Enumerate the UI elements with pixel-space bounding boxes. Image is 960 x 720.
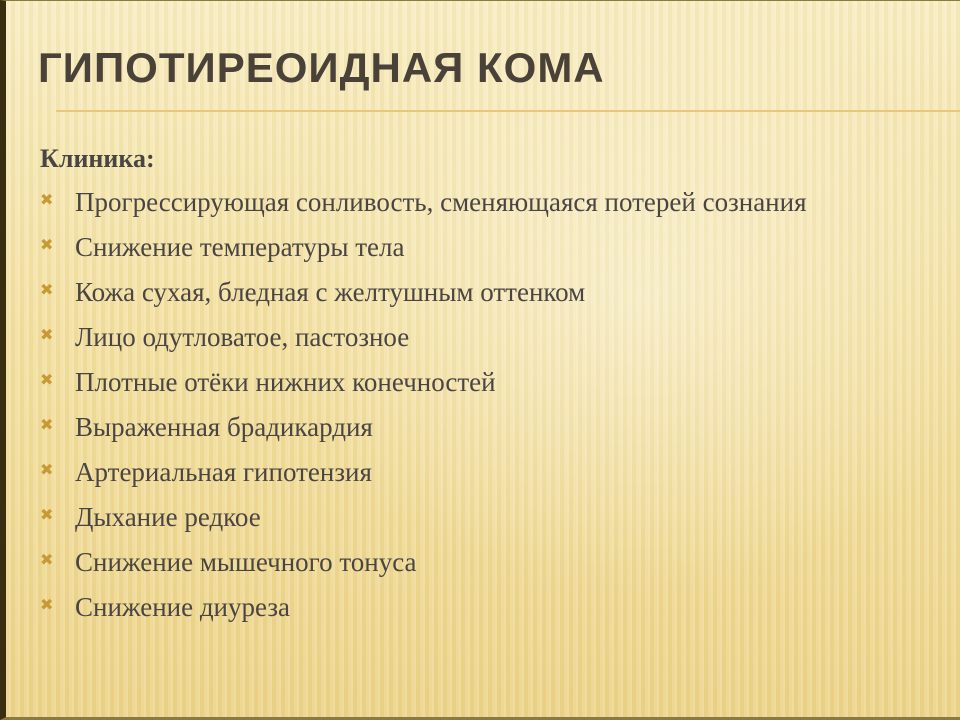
list-item bbox=[40, 230, 900, 264]
list-item bbox=[40, 545, 900, 579]
list-item bbox=[40, 275, 900, 309]
section-subheading: Клиника: bbox=[40, 144, 155, 173]
list-item bbox=[40, 455, 900, 489]
list-item-text: Снижение диуреза bbox=[75, 592, 290, 622]
title-underline bbox=[56, 110, 960, 112]
list-item-text: Снижение мышечного тонуса bbox=[75, 547, 417, 577]
list-item bbox=[40, 410, 900, 444]
list-item-text: Прогрессирующая сонливость, сменяющаяся потерей сознания bbox=[75, 187, 807, 217]
cross-bullet-icon: ✖ bbox=[40, 550, 54, 569]
list-item bbox=[40, 500, 900, 534]
list-item-text: Кожа сухая, бледная с желтушным оттенком bbox=[75, 277, 586, 307]
list-item-text: Снижение температуры тела bbox=[75, 232, 405, 262]
list-item-text: Лицо одутловатое, пастозное bbox=[75, 322, 410, 352]
slide-content bbox=[40, 143, 900, 635]
cross-bullet-icon: ✖ bbox=[40, 280, 54, 299]
list-item-text: Плотные отёки нижних конечностей bbox=[75, 367, 496, 397]
cross-bullet-icon: ✖ bbox=[40, 505, 54, 524]
symptom-list bbox=[40, 185, 900, 624]
cross-bullet-icon: ✖ bbox=[40, 415, 54, 434]
list-item bbox=[40, 590, 900, 624]
list-item bbox=[40, 320, 900, 354]
list-item-text: Выраженная брадикардия bbox=[75, 412, 373, 442]
slide-title: ГИПОТИРЕОИДНАЯ КОМА bbox=[38, 44, 605, 91]
list-item-text: Дыхание редкое bbox=[75, 502, 261, 532]
cross-bullet-icon: ✖ bbox=[40, 235, 54, 254]
list-item-text: Артериальная гипотензия bbox=[75, 457, 372, 487]
list-item bbox=[40, 365, 900, 399]
cross-bullet-icon: ✖ bbox=[40, 325, 54, 344]
cross-bullet-icon: ✖ bbox=[40, 595, 54, 614]
cross-bullet-icon: ✖ bbox=[40, 190, 54, 209]
cross-bullet-icon: ✖ bbox=[40, 370, 54, 389]
cross-bullet-icon: ✖ bbox=[40, 460, 54, 479]
list-item bbox=[40, 185, 900, 219]
